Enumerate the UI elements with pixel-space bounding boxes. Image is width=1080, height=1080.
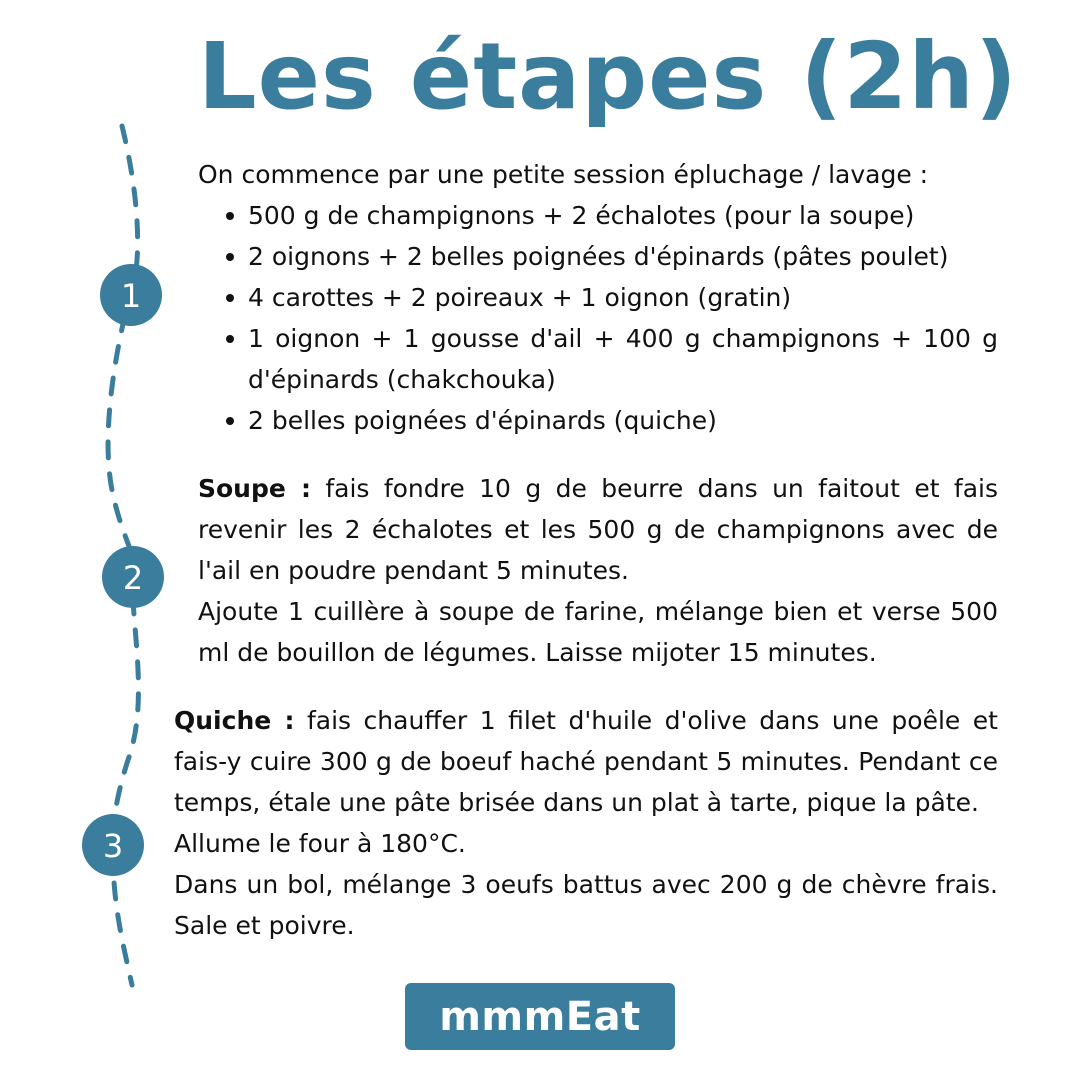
quiche-label: Quiche : <box>174 706 295 735</box>
soupe-text-1: fais fondre 10 g de beurre dans un faitout et fais revenir les 2 échalotes et les 500 g de champignons avec de l'ail en poudre pendant 5 minutes. <box>198 474 998 585</box>
soupe-paragraph-1 <box>198 468 998 591</box>
prep-item-soupe: 500 g de champignons + 2 échalotes (pour la soupe) <box>248 195 998 236</box>
prep-item-pates: 2 oignons + 2 belles poignées d'épinards (pâtes poulet) <box>248 236 998 277</box>
step-marker-3 <box>82 814 144 876</box>
quiche-paragraph-3: Dans un bol, mélange 3 oeufs battus avec 200 g de chèvre frais. Sale et poivre. <box>174 870 998 940</box>
prep-item-quiche: 2 belles poignées d'épinards (quiche) <box>248 400 998 441</box>
step-number-1: 1 <box>120 277 142 315</box>
step-timeline <box>0 0 200 1080</box>
soupe-paragraph-2: Ajoute 1 cuillère à soupe de farine, mélange bien et verse 500 ml de bouillon de légumes. Laisse mijoter 15 minutes. <box>198 597 998 667</box>
soupe-label: Soupe : <box>198 474 311 503</box>
step-number-3: 3 <box>102 827 124 865</box>
prep-section <box>198 154 998 441</box>
prep-item-chakchouka: 1 oignon + 1 gousse d'ail + 400 g champignons + 100 g d'épinards (chakchouka) <box>248 318 998 400</box>
page-title: Les étapes (2h) <box>198 23 1018 130</box>
brand-logo: mmmEat <box>405 983 675 1050</box>
prep-list <box>198 195 998 441</box>
prep-lead: On commence par une petite session épluchage / lavage : <box>198 160 929 189</box>
quiche-section <box>174 700 998 946</box>
quiche-paragraph-1 <box>174 700 998 823</box>
step-number-2: 2 <box>122 559 144 597</box>
step-marker-1 <box>100 264 162 326</box>
soupe-section <box>198 468 998 673</box>
step-marker-2 <box>102 546 164 608</box>
prep-item-gratin: 4 carottes + 2 poireaux + 1 oignon (gratin) <box>248 277 998 318</box>
quiche-text-1: fais chauffer 1 filet d'huile d'olive dans une poêle et fais-y cuire 300 g de boeuf haché pendant 5 minutes. Pendant ce temps, étale une pâte brisée dans un plat à tarte, pique la pâte. <box>174 706 998 817</box>
quiche-paragraph-2: Allume le four à 180°C. <box>174 829 466 858</box>
